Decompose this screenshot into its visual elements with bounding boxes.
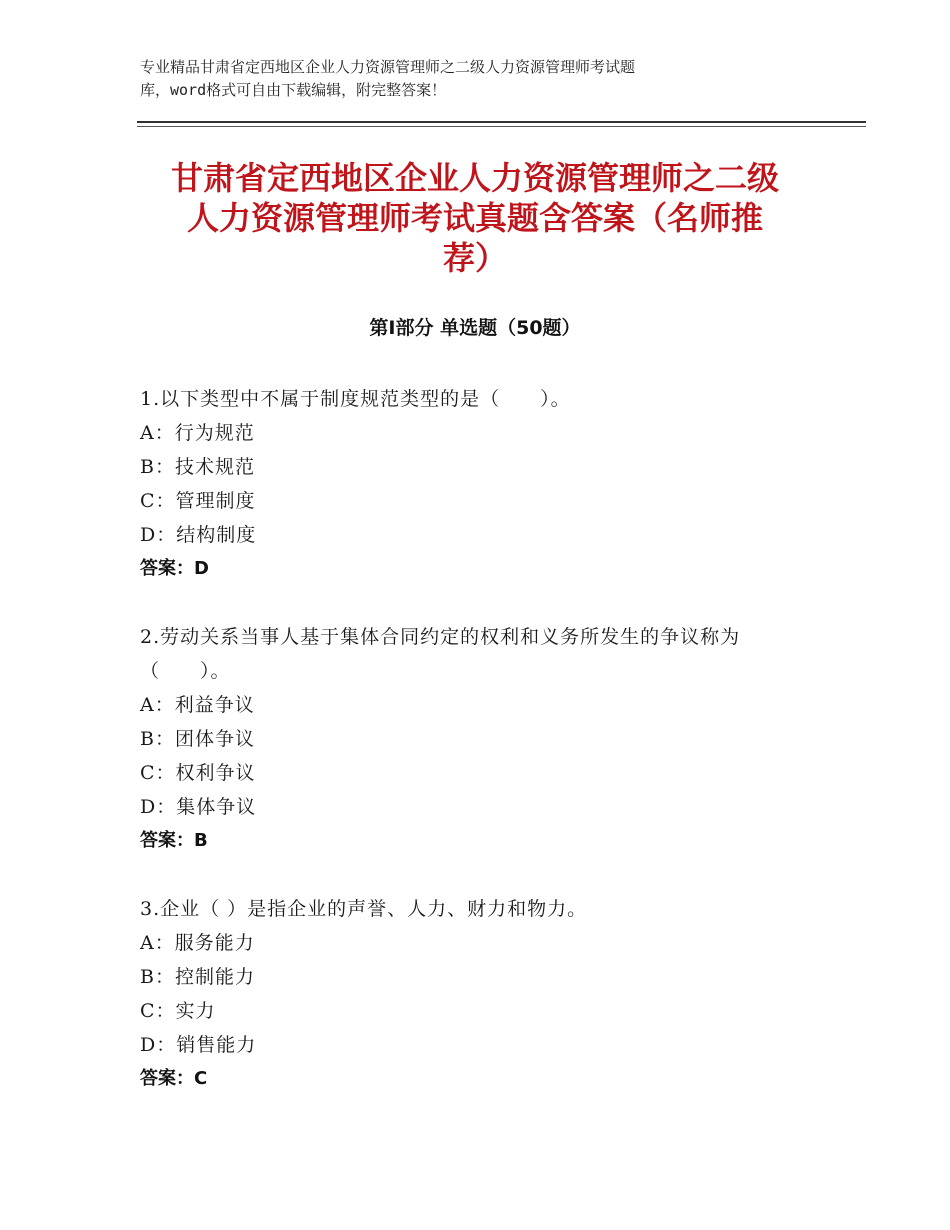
option-b: B：技术规范 xyxy=(140,456,255,478)
option-b: B：控制能力 xyxy=(140,966,255,988)
document-title-line: 人力资源管理师考试真题含答案（名师推 xyxy=(186,199,763,237)
option-d: D：结构制度 xyxy=(140,524,257,546)
question-stem xyxy=(140,892,820,926)
question-list xyxy=(140,382,820,1130)
question-item xyxy=(140,892,820,1096)
option-a: A：利益争议 xyxy=(140,694,255,716)
question-stem xyxy=(140,620,820,688)
document-title-line: 甘肃省定西地区企业人力资源管理师之二级 xyxy=(170,159,779,197)
question-stem-line: 2.劳动关系当事人基于集体合同约定的权利和义务所发生的争议称为 xyxy=(140,626,741,648)
option-d: D：集体争议 xyxy=(140,796,257,818)
document-title-line: 荐） xyxy=(442,239,507,277)
header-divider-thin xyxy=(137,126,866,127)
question-stem-line: 3.企业（ ）是指企业的声誉、人力、财力和物力。 xyxy=(140,898,588,920)
question-stem xyxy=(140,382,820,416)
header-note-line: 专业精品甘肃省定西地区企业人力资源管理师之二级人力资源管理师考试题 xyxy=(140,58,636,76)
header-divider xyxy=(137,121,866,123)
question-stem-line: 1.以下类型中不属于制度规范类型的是（ ）。 xyxy=(140,388,571,410)
option-a: A：服务能力 xyxy=(140,932,255,954)
option-a: A：行为规范 xyxy=(140,422,255,444)
answer: 答案：C xyxy=(140,1068,208,1089)
question-stem-line: （ ）。 xyxy=(140,660,231,682)
answer: 答案：D xyxy=(140,558,209,579)
answer: 答案：B xyxy=(140,830,208,851)
option-b: B：团体争议 xyxy=(140,728,255,750)
option-d: D：销售能力 xyxy=(140,1034,257,1056)
document-title xyxy=(130,158,820,278)
question-item xyxy=(140,382,820,586)
part-heading: 第Ⅰ部分 单选题（50题） xyxy=(369,317,581,339)
header-note xyxy=(140,56,780,102)
option-c: C：权利争议 xyxy=(140,762,256,784)
header-note-line: 库，word格式可自由下载编辑，附完整答案！ xyxy=(140,81,447,99)
question-item xyxy=(140,620,820,858)
option-c: C：实力 xyxy=(140,1000,216,1022)
option-c: C：管理制度 xyxy=(140,490,256,512)
